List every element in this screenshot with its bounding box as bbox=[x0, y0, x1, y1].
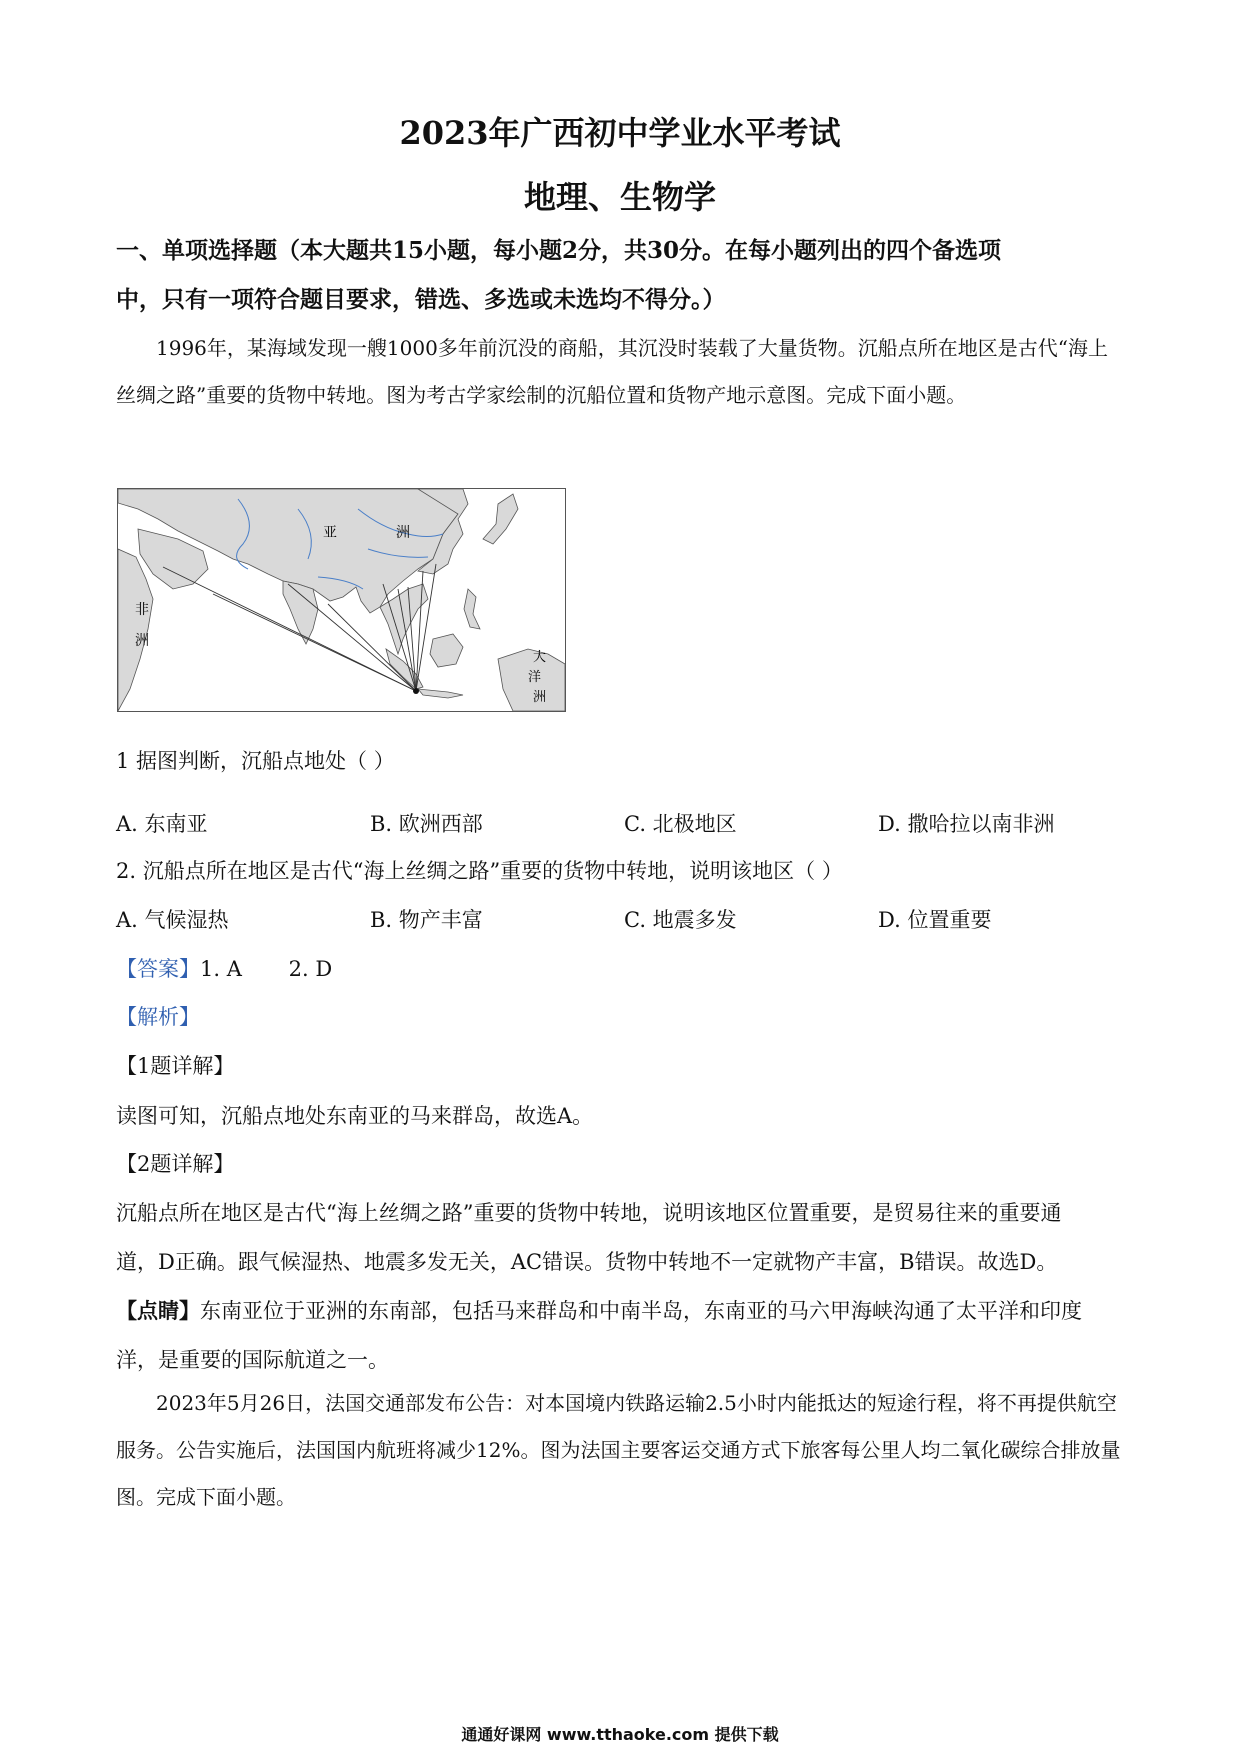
q2-option-d: D. 位置重要 bbox=[878, 908, 992, 932]
question-1-stem: 1 据图判断，沉船点地处（ ） bbox=[116, 749, 395, 773]
answer-text: 1. A 2. D bbox=[200, 957, 333, 981]
q2-option-b: B. 物产丰富 bbox=[370, 908, 483, 932]
question-2-stem: 2. 沉船点所在地区是古代“海上丝绸之路”重要的货物中转地，说明该地区（ ） bbox=[116, 859, 843, 883]
comment-text-1: 东南亚位于亚洲的东南部，包括马来群岛和中南半岛，东南亚的马六甲海峡沟通了太平洋和印度 bbox=[200, 1299, 1082, 1323]
detail-1-tag: 【1题详解】 bbox=[116, 1054, 235, 1078]
map-label: 非 bbox=[135, 602, 149, 618]
passage-1: 1996年，某海域发现一艘1000多年前沉没的商船，其沉没时装载了大量货物。沉船点所在地区是古代“海上丝绸之路”重要的货物中转地。图为考古学家绘制的沉船位置和货物产地示意图。完成下面小题。 bbox=[116, 336, 1109, 407]
comment-tag: 【点睛】 bbox=[116, 1298, 200, 1323]
map-label: 亚 bbox=[323, 525, 337, 541]
analysis-tag: 【解析】 bbox=[116, 1005, 200, 1029]
q1-option-a: A. 东南亚 bbox=[116, 812, 208, 836]
page-footer: 通通好课网 www.tthaoke.com 提供下载 bbox=[461, 1725, 779, 1744]
q1-option-d: D. 撒哈拉以南非洲 bbox=[878, 812, 1055, 836]
section-heading-line1: 一、单项选择题（本大题共15小题，每小题2分，共30分。在每小题列出的四个备选项 bbox=[116, 237, 1002, 264]
detail-1-text: 读图可知，沉船点地处东南亚的马来群岛，故选A。 bbox=[116, 1104, 594, 1128]
passage-2: 2023年5月26日，法国交通部发布公告：对本国境内铁路运输2.5小时内能抵达的短途行程，将不再提供航空服务。公告实施后，法国国内航班将减少12%。图为法国主要客运交通方式下旅客每公里人均二氧化碳综合排放量图。完成下面小题。 bbox=[116, 1391, 1121, 1509]
detail-2-line2: 道，D正确。跟气候湿热、地震多发无关，AC错误。货物中转地不一定就物产丰富，B错误。故选D。 bbox=[116, 1250, 1058, 1274]
map-label: 洲 bbox=[135, 633, 149, 649]
q2-option-c: C. 地震多发 bbox=[624, 908, 737, 932]
map-label: 大 bbox=[533, 650, 547, 665]
exam-title: 2023年广西初中学业水平考试 bbox=[399, 114, 841, 152]
detail-2-line1: 沉船点所在地区是古代“海上丝绸之路”重要的货物中转地，说明该地区位置重要，是贸易往来的重要通 bbox=[116, 1201, 1062, 1225]
q1-option-b: B. 欧洲西部 bbox=[370, 812, 483, 836]
comment-line1 bbox=[116, 1295, 1082, 1325]
exam-subtitle: 地理、生物学 bbox=[523, 178, 716, 216]
shipwreck-map bbox=[117, 488, 566, 712]
answer-line bbox=[116, 953, 332, 983]
section-heading-line2: 中，只有一项符合题目要求，错选、多选或未选均不得分。） bbox=[116, 286, 726, 313]
map-label: 洋 bbox=[528, 670, 542, 685]
detail-2-tag: 【2题详解】 bbox=[116, 1152, 235, 1176]
map-label: 洲 bbox=[533, 690, 547, 705]
q1-option-c: C. 北极地区 bbox=[624, 812, 737, 836]
q2-option-a: A. 气候湿热 bbox=[116, 908, 229, 932]
comment-line2: 洋，是重要的国际航道之一。 bbox=[116, 1348, 389, 1372]
section-heading bbox=[116, 226, 1136, 324]
map-graphic bbox=[118, 489, 565, 711]
answer-tag: 【答案】 bbox=[116, 957, 200, 981]
shipwreck-marker bbox=[413, 688, 419, 694]
map-label: 洲 bbox=[396, 525, 410, 541]
